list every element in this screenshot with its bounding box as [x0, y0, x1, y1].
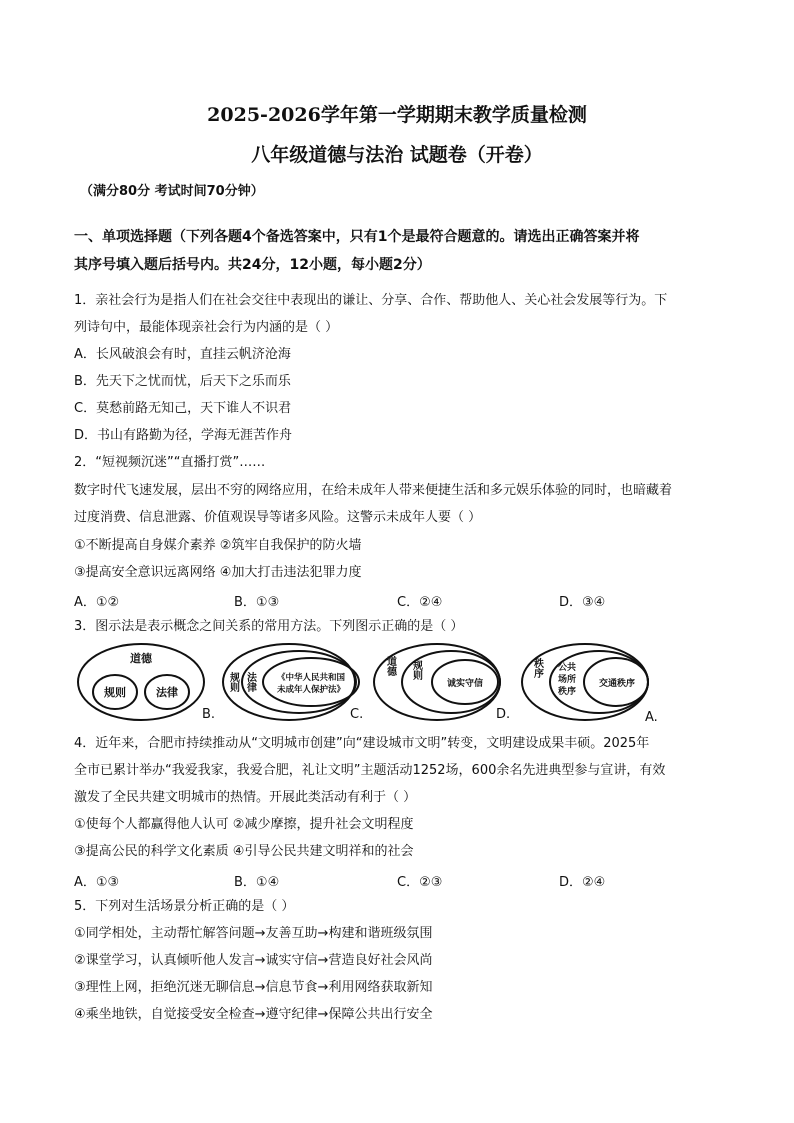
q2-option-c: C．②④: [397, 595, 443, 610]
diagram1-outer-label: 道德: [130, 652, 152, 665]
q5-stem: 5．下列对生活场景分析正确的是（ ）: [74, 899, 295, 914]
diagram3-middle-label: 规则: [410, 660, 422, 680]
q2-stem-line3: 过度消费、信息泄露、价值观误导等诸多风险。这警示未成年人要（ ）: [74, 510, 482, 525]
section-heading: [74, 223, 724, 279]
diagram2-middle-label: 法律: [244, 672, 256, 692]
q1-option-c: C．莫愁前路无知己，天下谁人不识君: [74, 401, 292, 416]
diagram2-inner-label-line1: 《中华人民共和国: [276, 673, 346, 683]
diagram2-option-label: C.: [350, 707, 364, 722]
q5-item1: ①同学相处，主动帮忙解答问题→友善互助→构建和谐班级氛围: [74, 926, 433, 941]
q1-option-d: D．书山有路勤为径，学海无涯苦作舟: [74, 428, 293, 443]
q5-item4: ④乘坐地铁，自觉接受安全检查→遵守纪律→保障公共出行安全: [74, 1007, 433, 1022]
diagram4-option-label: A.: [645, 710, 658, 725]
q3-stem: 3．图示法是表示概念之间关系的常用方法。下列图示正确的是（ ）: [74, 619, 464, 634]
q2-item-line1: ①不断提高自身媒介素养 ②筑牢自我保护的防火墙: [74, 538, 362, 553]
q2-option-d: D．③④: [559, 595, 606, 610]
diagram1-option-label: B.: [202, 707, 216, 722]
q2-stem-line2: 数字时代飞速发展，层出不穷的网络应用，在给未成年人带来便捷生活和多元娱乐体验的同时，也暗藏着: [74, 483, 673, 498]
q1-option-b: B．先天下之忧而忧，后天下之乐而乐: [74, 374, 291, 389]
section-heading-line1: 一、单项选择题（下列各题4个备选答案中，只有1个是最符合题意的。请选出正确答案并将: [74, 229, 640, 245]
diagram4-middle-label-line3: 秩序: [557, 687, 577, 697]
diagram2-outer-label: 规则: [227, 672, 239, 692]
diagram4-middle-label-line1: 公共: [557, 663, 577, 673]
section-heading-line2: 其序号填入题后括号内。共24分，12小题，每小题2分）: [74, 257, 431, 273]
q1-stem-line2: 列诗句中，最能体现亲社会行为内涵的是（ ）: [74, 320, 339, 335]
diagram1-left-label: 规则: [104, 686, 126, 699]
q4-stem-line1: 4．近年来，合肥市持续推动从“文明城市创建”向“建设城市文明”转变，文明建设成果丰硕。2025年: [74, 736, 650, 751]
q2-option-a: A．①②: [74, 595, 120, 610]
diagram4-outer-label: 秩序: [531, 658, 543, 678]
diagram2-inner-label-line2: 未成年人保护法》: [276, 685, 346, 695]
q3-diagrams: [0, 640, 794, 730]
q4-option-b: B．①④: [234, 875, 280, 890]
q1-option-a: A．长风破浪会有时，直挂云帆济沧海: [74, 347, 291, 362]
q1-stem-line1: 1．亲社会行为是指人们在社会交往中表现出的谦让、分享、合作、帮助他人、关心社会发展等行为。下: [74, 293, 668, 308]
score-time-note: （满分80分 考试时间70分钟）: [80, 184, 264, 199]
diagram1-right-label: 法律: [156, 686, 178, 699]
diagram3-inner-label: 诚实守信: [446, 679, 484, 689]
q4-stem-line2: 全市已累计举办“我爱我家，我爱合肥，礼让文明”主题活动1252场，600余名先进典型参与宣讲，有效: [74, 763, 666, 778]
diagram4-inner-label: 交通秩序: [598, 679, 636, 689]
q4-stem-line3: 激发了全民共建文明城市的热情。开展此类活动有利于（ ）: [74, 790, 417, 805]
diagram4-middle-label-line2: 场所: [557, 675, 577, 685]
q2-item-line2: ③提高安全意识远离网络 ④加大打击违法犯罪力度: [74, 565, 362, 580]
exam-subtitle: 八年级道德与法治 试题卷（开卷）: [251, 144, 543, 166]
q5-item2: ②课堂学习，认真倾听他人发言→诚实守信→营造良好社会风尚: [74, 953, 433, 968]
q2-stem-line1: 2．“短视频沉迷”“直播打赏”……: [74, 455, 266, 470]
q4-option-a: A．①③: [74, 875, 120, 890]
q4-option-d: D．②④: [559, 875, 606, 890]
q4-item-line2: ③提高公民的科学文化素质 ④引导公民共建文明祥和的社会: [74, 844, 414, 859]
exam-title: 2025-2026学年第一学期期末教学质量检测: [207, 104, 587, 126]
q5-item3: ③理性上网，拒绝沉迷无聊信息→信息节食→利用网络获取新知: [74, 980, 433, 995]
diagram3-option-label: D.: [496, 707, 511, 722]
diagram3-outer-label: 道德: [384, 656, 396, 676]
q4-item-line1: ①使每个人都赢得他人认可 ②减少摩擦，提升社会文明程度: [74, 817, 414, 832]
q2-option-b: B．①③: [234, 595, 280, 610]
q4-option-c: C．②③: [397, 875, 443, 890]
